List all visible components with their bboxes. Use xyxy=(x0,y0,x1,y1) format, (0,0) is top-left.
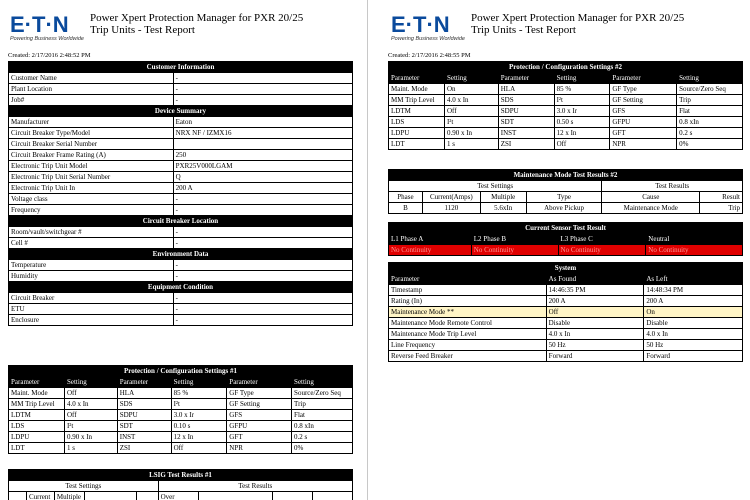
section-title: Maintenance Mode Test Results #2 xyxy=(389,170,743,181)
status-cell: No Continuity xyxy=(558,245,646,256)
cell: Maintenance Mode xyxy=(602,203,700,214)
label-cell: Electronic Trip Unit In xyxy=(9,183,174,194)
section-title: Protection / Configuration Settings #2 xyxy=(389,62,743,73)
cell: 1 s xyxy=(64,443,117,454)
report-page-right xyxy=(375,0,750,500)
section-title: LSIG Test Results #1 xyxy=(9,470,353,481)
column-header: As Left xyxy=(644,274,743,285)
cell: 0.90 x In xyxy=(444,128,498,139)
table-row xyxy=(9,238,353,249)
table-row xyxy=(389,329,743,340)
table-row xyxy=(9,388,353,399)
value-cell: NRX NF / IZMX16 xyxy=(173,128,352,139)
value-cell: Disable xyxy=(644,318,743,329)
column-header xyxy=(313,492,353,500)
logo-tagline: Powering Business Worldwide xyxy=(391,36,465,42)
cell: Flat xyxy=(292,410,353,421)
cell: 4.0 x In xyxy=(64,399,117,410)
label-cell: Line Frequency xyxy=(389,340,547,351)
column-header: Cause xyxy=(602,192,700,203)
value-cell: PXR25V000LGAM xyxy=(173,161,352,172)
table-row xyxy=(9,271,353,282)
cell: 0% xyxy=(677,139,743,150)
system-table xyxy=(388,262,743,362)
cell: 0.90 x In xyxy=(64,432,117,443)
column-header: As Found xyxy=(546,274,644,285)
report-title xyxy=(471,12,684,36)
cell: LDT xyxy=(389,139,445,150)
cell: Above Pickup xyxy=(526,203,602,214)
cell: 3.0 x Ir xyxy=(554,106,610,117)
group-header-results: Test Results xyxy=(602,181,743,192)
table-row xyxy=(9,117,353,128)
table-row xyxy=(9,205,353,216)
cell: SDS xyxy=(117,399,171,410)
column-header xyxy=(84,492,136,500)
column-header-row xyxy=(9,492,353,500)
label-cell: Frequency xyxy=(9,205,174,216)
table-row xyxy=(389,340,743,351)
cell: GFS xyxy=(227,410,292,421)
table-row xyxy=(389,245,743,256)
table-row xyxy=(9,399,353,410)
value-cell: Eaton xyxy=(173,117,352,128)
logo-tagline: Powering Business Worldwide xyxy=(10,36,84,42)
value-cell: - xyxy=(173,293,352,304)
cell: LDPU xyxy=(9,432,65,443)
value-cell: - xyxy=(173,271,352,282)
label-cell: Reverse Feed Breaker xyxy=(389,351,547,362)
cell: NPR xyxy=(610,139,677,150)
eaton-logo xyxy=(391,12,465,44)
label-cell: Job# xyxy=(9,95,174,106)
column-header: Result xyxy=(700,192,743,203)
table-row xyxy=(9,183,353,194)
cell: INST xyxy=(117,432,171,443)
cell: 85 % xyxy=(171,388,227,399)
cell: SDS xyxy=(498,95,554,106)
table-row xyxy=(389,128,743,139)
label-cell: Maintenance Mode Remote Control xyxy=(389,318,547,329)
column-header xyxy=(273,492,313,500)
cell: GFPU xyxy=(227,421,292,432)
value-cell: 250 xyxy=(173,150,352,161)
cell: 1 s xyxy=(444,139,498,150)
cell: NPR xyxy=(227,443,292,454)
label-cell: Plant Location xyxy=(9,84,174,95)
label-cell: Circuit Breaker Frame Rating (A) xyxy=(9,150,174,161)
table-row xyxy=(9,227,353,238)
section-title: Customer Information xyxy=(9,62,353,73)
value-cell: 4.0 x In xyxy=(644,329,743,340)
cell: LDPU xyxy=(389,128,445,139)
cell: HLA xyxy=(498,84,554,95)
current-sensor-table xyxy=(388,222,743,256)
column-header: Setting xyxy=(171,377,227,388)
table-row xyxy=(389,285,743,296)
cell: GF Setting xyxy=(610,95,677,106)
info-table xyxy=(8,61,353,326)
value-cell: - xyxy=(173,227,352,238)
cell: GF Type xyxy=(610,84,677,95)
table-row xyxy=(9,172,353,183)
table-row xyxy=(9,304,353,315)
title-line-2: Trip Units - Test Report xyxy=(471,24,576,36)
title-line-2: Trip Units - Test Report xyxy=(90,24,195,36)
column-header-row xyxy=(389,274,743,285)
table-row xyxy=(9,73,353,84)
section-title: Current Sensor Test Result xyxy=(389,223,743,234)
value-cell: Forward xyxy=(644,351,743,362)
cell: 0.8 xIn xyxy=(292,421,353,432)
cell: I²t xyxy=(444,117,498,128)
cell: Off xyxy=(64,388,117,399)
table-row xyxy=(9,194,353,205)
label-cell: Circuit Breaker Serial Number xyxy=(9,139,174,150)
table-row-highlighted xyxy=(389,307,743,318)
column-header: Parameter xyxy=(117,377,171,388)
group-header-settings: Test Settings xyxy=(9,481,159,492)
column-header: Setting xyxy=(64,377,117,388)
cell: LDT xyxy=(9,443,65,454)
column-header: Parameter xyxy=(227,377,292,388)
cell: LDS xyxy=(389,117,445,128)
table-row xyxy=(9,128,353,139)
cell: INST xyxy=(498,128,554,139)
cell: 0% xyxy=(292,443,353,454)
cell: 1120 xyxy=(422,203,480,214)
value-cell: - xyxy=(173,194,352,205)
value-cell: - xyxy=(173,304,352,315)
table-row xyxy=(9,410,353,421)
cell: LDTM xyxy=(389,106,445,117)
label-cell: Maintenance Mode Trip Level xyxy=(389,329,547,340)
label-cell: Voltage class xyxy=(9,194,174,205)
label-cell: Humidity xyxy=(9,271,174,282)
equipment-section xyxy=(9,282,353,326)
value-cell: 50 Hz xyxy=(546,340,644,351)
cell: 0.2 s xyxy=(292,432,353,443)
table-row xyxy=(389,84,743,95)
created-timestamp: Created: 2/17/2016 2:48:52 PM xyxy=(8,52,91,59)
value-cell: 50 Hz xyxy=(644,340,743,351)
cell: MM Trip Level xyxy=(389,95,445,106)
column-header xyxy=(136,492,158,500)
label-cell: Rating (In) xyxy=(389,296,547,307)
column-header: Setting xyxy=(292,377,353,388)
section-title: Environment Data xyxy=(9,249,353,260)
lsig-test-results-1-table xyxy=(8,469,353,500)
column-header-row xyxy=(389,234,743,245)
table-row xyxy=(9,150,353,161)
value-cell: Forward xyxy=(546,351,644,362)
section-title: Device Summary xyxy=(9,106,353,117)
maintenance-mode-results-table xyxy=(388,169,743,214)
cell: GFS xyxy=(610,106,677,117)
cell: ZSI xyxy=(498,139,554,150)
table-row xyxy=(9,95,353,106)
table-row xyxy=(9,315,353,326)
value-cell: 4.0 x In xyxy=(546,329,644,340)
table-row xyxy=(389,203,743,214)
column-header: L2 Phase B xyxy=(471,234,558,245)
table-row xyxy=(389,318,743,329)
device-section xyxy=(9,106,353,216)
column-header: Current(Amps) xyxy=(422,192,480,203)
cell: 4.0 x In xyxy=(444,95,498,106)
cell: Off xyxy=(444,106,498,117)
cell: SDT xyxy=(498,117,554,128)
group-header-row xyxy=(389,181,743,192)
column-header: L3 Phase C xyxy=(558,234,646,245)
cell: Source/Zero Seq xyxy=(292,388,353,399)
cell: Off xyxy=(554,139,610,150)
value-cell: On xyxy=(644,307,743,318)
report-title xyxy=(90,12,303,36)
cell: Trip xyxy=(700,203,743,214)
report-header xyxy=(389,8,734,48)
logo-wordmark: E·T·N xyxy=(391,12,450,37)
cell: 0.50 s xyxy=(554,117,610,128)
label-cell: Circuit Breaker xyxy=(9,293,174,304)
column-header: Current xyxy=(26,492,54,500)
cell: GFT xyxy=(610,128,677,139)
column-header: Parameter xyxy=(389,274,547,285)
value-cell: Disable xyxy=(546,318,644,329)
section-title: Circuit Breaker Location xyxy=(9,216,353,227)
label-cell: Cell # xyxy=(9,238,174,249)
value-cell: - xyxy=(173,84,352,95)
group-header-row xyxy=(9,481,353,492)
table-row xyxy=(9,139,353,150)
label-cell: Room/vault/switchgear # xyxy=(9,227,174,238)
cell: LDS xyxy=(9,421,65,432)
value-cell xyxy=(173,139,352,150)
table-row xyxy=(9,293,353,304)
value-cell: 200 A xyxy=(644,296,743,307)
environment-section xyxy=(9,249,353,282)
table-row xyxy=(9,443,353,454)
created-timestamp: Created: 2/17/2016 2:48:55 PM xyxy=(388,52,471,59)
section-title: Equipment Condition xyxy=(9,282,353,293)
column-header: Setting xyxy=(444,73,498,84)
cell: GF Setting xyxy=(227,399,292,410)
cell: 12 x In xyxy=(554,128,610,139)
label-cell: Circuit Breaker Type/Model xyxy=(9,128,174,139)
table-row xyxy=(389,106,743,117)
column-header: Neutral xyxy=(646,234,743,245)
group-header-results: Test Results xyxy=(158,481,352,492)
value-cell: - xyxy=(173,315,352,326)
cell: Flat xyxy=(677,106,743,117)
value-cell: 14:46:35 PM xyxy=(546,285,644,296)
label-cell: Electronic Trip Unit Model xyxy=(9,161,174,172)
cell: Trip xyxy=(677,95,743,106)
value-cell: Q xyxy=(173,172,352,183)
cell: On xyxy=(444,84,498,95)
column-header: Parameter xyxy=(389,73,445,84)
cell: SDT xyxy=(117,421,171,432)
cell: I²t xyxy=(554,95,610,106)
label-cell: Customer Name xyxy=(9,73,174,84)
column-header: Multiple xyxy=(54,492,84,500)
column-header: Phase xyxy=(389,192,423,203)
logo-wordmark: E·T·N xyxy=(10,12,69,37)
report-page-left xyxy=(0,0,362,500)
label-cell: Temperature xyxy=(9,260,174,271)
protection-settings-2-table xyxy=(388,61,743,150)
value-cell: - xyxy=(173,95,352,106)
location-section xyxy=(9,216,353,249)
value-cell: - xyxy=(173,205,352,216)
cell: GF Type xyxy=(227,388,292,399)
column-header: Setting xyxy=(554,73,610,84)
label-cell: Enclosure xyxy=(9,315,174,326)
value-cell: Off xyxy=(546,307,644,318)
cell: 3.0 x Ir xyxy=(171,410,227,421)
cell: Maint. Mode xyxy=(9,388,65,399)
table-row xyxy=(9,260,353,271)
column-header: Parameter xyxy=(498,73,554,84)
value-cell: - xyxy=(173,260,352,271)
column-header-row xyxy=(389,192,743,203)
table-row xyxy=(9,84,353,95)
cell: 12 x In xyxy=(171,432,227,443)
label-cell: Electronic Trip Unit Serial Number xyxy=(9,172,174,183)
cell: 85 % xyxy=(554,84,610,95)
column-header: Multiple xyxy=(480,192,526,203)
cell: B xyxy=(389,203,423,214)
column-header: Parameter xyxy=(9,377,65,388)
eaton-logo xyxy=(10,12,84,44)
column-header-row xyxy=(389,73,743,84)
label-cell: Timestamp xyxy=(389,285,547,296)
table-row xyxy=(9,432,353,443)
cell: SDPU xyxy=(498,106,554,117)
cell: Trip xyxy=(292,399,353,410)
table-row xyxy=(389,139,743,150)
report-header xyxy=(8,8,353,48)
column-header: Over xyxy=(158,492,198,500)
table-row xyxy=(389,117,743,128)
cell: Source/Zero Seq xyxy=(677,84,743,95)
cell: Off xyxy=(171,443,227,454)
table-row xyxy=(9,421,353,432)
cell: ZSI xyxy=(117,443,171,454)
section-title: Protection / Configuration Settings #1 xyxy=(9,366,353,377)
table-row xyxy=(389,95,743,106)
cell: HLA xyxy=(117,388,171,399)
column-header: Type xyxy=(526,192,602,203)
status-cell: No Continuity xyxy=(646,245,743,256)
column-header xyxy=(9,492,27,500)
cell: I²t xyxy=(64,421,117,432)
protection-settings-1-table xyxy=(8,365,353,454)
status-cell: No Continuity xyxy=(389,245,472,256)
cell: SDPU xyxy=(117,410,171,421)
table-row xyxy=(389,296,743,307)
section-title: System xyxy=(389,263,743,274)
column-header: L1 Phase A xyxy=(389,234,472,245)
page-gutter xyxy=(362,0,375,500)
cell: LDTM xyxy=(9,410,65,421)
cell: GFT xyxy=(227,432,292,443)
title-line-1: Power Xpert Protection Manager for PXR 20/25 xyxy=(471,12,685,24)
label-cell: Manufacturer xyxy=(9,117,174,128)
value-cell: 200 A xyxy=(546,296,644,307)
table-row xyxy=(9,161,353,172)
value-cell: - xyxy=(173,73,352,84)
label-cell: ETU xyxy=(9,304,174,315)
cell: GFPU xyxy=(610,117,677,128)
cell: 0.8 xIn xyxy=(677,117,743,128)
cell: Maint. Mode xyxy=(389,84,445,95)
title-line-1: Power Xpert Protection Manager for PXR 20/25 xyxy=(90,12,304,24)
column-header: Setting xyxy=(677,73,743,84)
value-cell: 14:48:34 PM xyxy=(644,285,743,296)
value-cell: - xyxy=(173,238,352,249)
column-header-row xyxy=(9,377,353,388)
column-header xyxy=(198,492,273,500)
cell: 0.2 s xyxy=(677,128,743,139)
status-cell: No Continuity xyxy=(471,245,558,256)
table-row xyxy=(389,351,743,362)
cell: Off xyxy=(64,410,117,421)
value-cell: 200 A xyxy=(173,183,352,194)
label-cell: Maintenance Mode ** xyxy=(389,307,547,318)
group-header-settings: Test Settings xyxy=(389,181,602,192)
cell: 5.6xIn xyxy=(480,203,526,214)
cell: 0.10 s xyxy=(171,421,227,432)
cell: I²t xyxy=(171,399,227,410)
column-header: Parameter xyxy=(610,73,677,84)
cell: MM Trip Level xyxy=(9,399,65,410)
customer-section xyxy=(9,62,353,106)
